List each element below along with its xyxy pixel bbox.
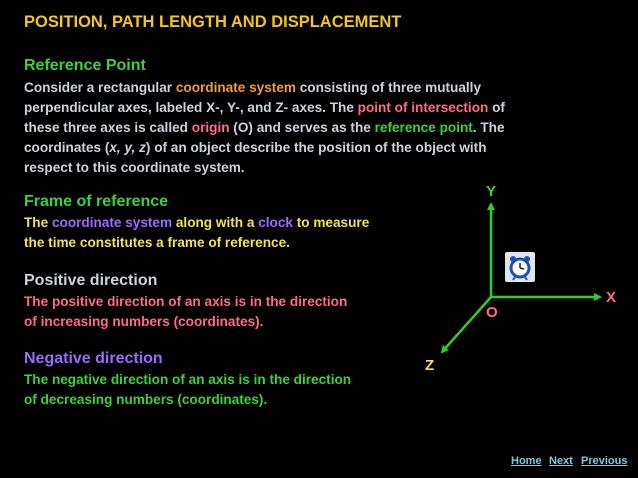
x-axis-label: X (606, 289, 617, 306)
origin-label: O (486, 304, 498, 321)
page-title: POSITION, PATH LENGTH AND DISPLACEMENT (24, 13, 402, 31)
frame-of-reference-heading: Frame of reference (24, 193, 169, 210)
term-coordinate-system-2: coordinate system (51, 215, 173, 230)
y-axis-label: Y (486, 183, 497, 200)
term-point-of-intersection: point of intersection (357, 100, 489, 115)
term-reference-point: reference point (374, 120, 473, 135)
z-axis-label: Z (425, 357, 435, 374)
next-link[interactable]: Next (549, 455, 573, 467)
previous-link[interactable]: Previous (581, 455, 628, 467)
positive-direction-paragraph: The positive direction of an axis is in the direction of increasing numbers (coordinates). (24, 294, 348, 329)
alarm-clock-icon (505, 252, 535, 282)
term-coordinate-system: coordinate system (175, 80, 296, 95)
reference-point-heading: Reference Point (24, 57, 146, 74)
reference-point-paragraph: Consider a rectangular coordinate system consisting of three mutually perpendicular axes, labeled X-, Y-, and Z- axes. The point of intersection of these three axes is called origin (O) and serves as the reference point. The coordinates (x, y, z) of an object describe the position of the object with respect to this coordinate system. (24, 80, 505, 175)
negative-direction-paragraph: The negative direction of an axis is in the direction of decreasing numbers (coordinates). (24, 372, 352, 407)
frame-of-reference-paragraph: The coordinate system along with a clock to measure the time constitutes a frame of reference. (24, 215, 370, 250)
z-axis (442, 297, 491, 352)
negative-direction-heading: Negative direction (24, 350, 163, 367)
term-origin: origin (191, 120, 230, 135)
term-xyz: x, y, z (109, 140, 146, 155)
term-clock: clock (258, 215, 293, 230)
home-link[interactable]: Home (511, 455, 542, 467)
positive-direction-heading: Positive direction (24, 272, 158, 289)
